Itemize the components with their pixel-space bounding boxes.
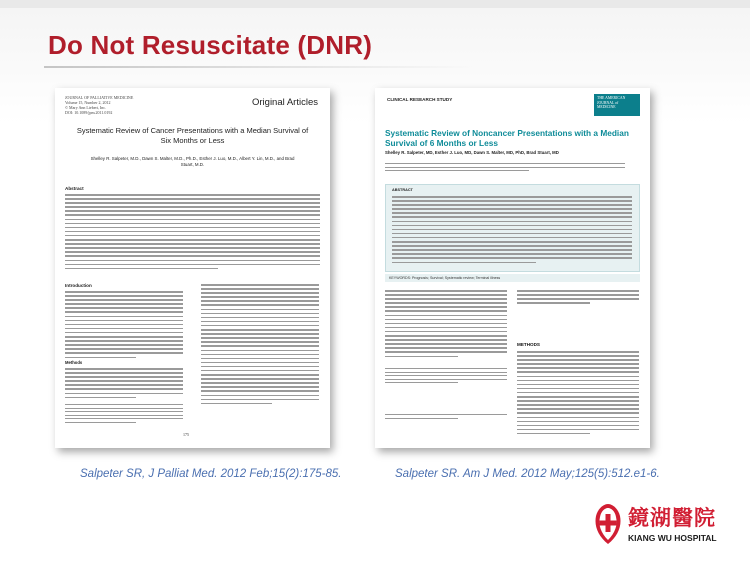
- journal-line: © Mary Ann Liebert, Inc.: [65, 105, 107, 110]
- citation-left: Salpeter SR, J Palliat Med. 2012 Feb;15(2):175-85.: [80, 468, 342, 480]
- right-text-column-top: [517, 290, 639, 306]
- paper-left: [55, 88, 330, 448]
- methods-text-column: [65, 368, 183, 401]
- journal-line: DOI: 10.1089/jpm.2011.0192: [65, 110, 113, 115]
- logo-line: THE AMERICAN: [597, 96, 626, 100]
- page-number: 175: [183, 432, 189, 437]
- methods-text-column: [517, 351, 639, 437]
- affiliations-block: [385, 163, 625, 174]
- abstract-heading: Abstract: [65, 186, 84, 191]
- journal-line: Volume 15, Number 2, 2012: [65, 100, 111, 105]
- logo-line: MEDICINE: [597, 105, 616, 110]
- journal-logo: [594, 94, 640, 116]
- right-text-column: [201, 284, 319, 407]
- footnotes-block: [65, 404, 183, 426]
- article-authors: Shelley R. Salpeter, MD, Esther J. Luo, MD, Dawn S. Malter, MD, PhD, Brad Stuart, MD: [385, 150, 559, 155]
- intro-text-column: [65, 291, 183, 361]
- hospital-logo: [592, 498, 742, 558]
- article-title: Systematic Review of Cancer Presentations with a Median Survival of Six Months or Less: [76, 126, 309, 145]
- article-category: Original Articles: [252, 97, 318, 108]
- hospital-name-english: KIANG WU HOSPITAL: [628, 533, 717, 543]
- article-title: Systematic Review of Noncancer Presentations with a Median Survival of 6 Months or Less: [385, 128, 629, 148]
- abstract-box: [385, 184, 640, 272]
- hospital-name-chinese: 鏡湖醫院: [628, 506, 716, 530]
- citation-right: Salpeter SR. Am J Med. 2012 May;125(5):512.e1-6.: [395, 468, 660, 480]
- methods-heading: Methods: [65, 360, 83, 365]
- logo-line: JOURNAL of: [597, 100, 619, 105]
- paper-right: [375, 88, 650, 448]
- keywords-bar: KEYWORDS: Prognosis; Survival; Systematic review; Terminal illness: [385, 274, 640, 282]
- journal-line: JOURNAL OF PALLIATIVE MEDICINE: [65, 95, 134, 100]
- funding-block: [385, 368, 507, 386]
- hospital-emblem-icon: [592, 502, 624, 546]
- methods-heading: METHODS: [517, 342, 540, 347]
- abstract-text-block: [392, 196, 632, 266]
- article-authors: Shelley R. Salpeter, M.D., Dawn S. Malter, M.D., Ph.D., Esther J. Luo, M.D., Albert Y. Lin, M.D., and Brad Stuart, M.D.: [90, 156, 295, 167]
- top-band: [0, 0, 750, 8]
- slide-title: Do Not Resuscitate (DNR): [48, 30, 373, 60]
- copyright-footer: [385, 414, 507, 421]
- journal-masthead: [65, 95, 155, 115]
- abstract-heading: ABSTRACT: [392, 188, 413, 192]
- introduction-heading: Introduction: [65, 283, 92, 288]
- left-text-column: [385, 290, 507, 360]
- article-category: CLINICAL RESEARCH STUDY: [387, 97, 453, 102]
- title-underline: [44, 66, 474, 68]
- abstract-text-block: [65, 194, 320, 272]
